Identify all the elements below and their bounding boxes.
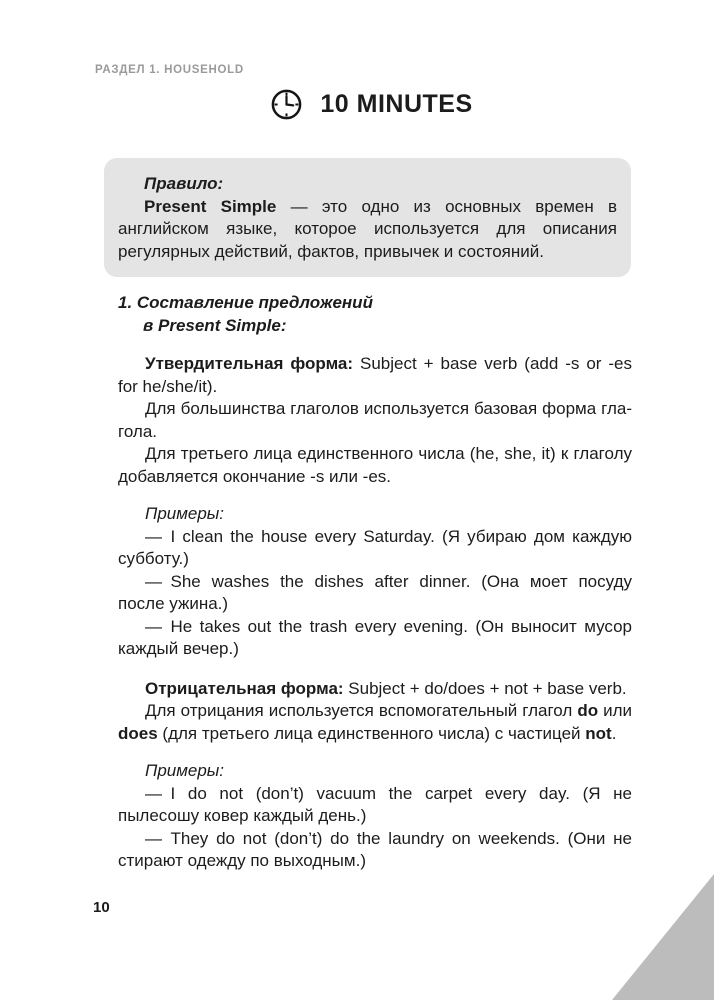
running-head-section-label: РАЗДЕЛ 1. HOUSEHOLD bbox=[95, 64, 244, 76]
negative-paragraph-seg1: Для отрицания используется вспомогательный глагол bbox=[145, 701, 578, 720]
negative-paragraph-seg2: или bbox=[598, 701, 632, 720]
rule-box-body bbox=[118, 196, 617, 264]
rule-box-term: Present Simple bbox=[144, 196, 277, 216]
negative-paragraph-seg3: (для третьего лица единственного числа) с частицей bbox=[157, 723, 586, 743]
negative-examples-label: Примеры: bbox=[145, 761, 225, 780]
negative-form-definition bbox=[118, 678, 632, 701]
affirmative-paragraph-1: Для большинства глаголов используется базовая форма глагола. bbox=[118, 399, 632, 441]
rule-box bbox=[104, 158, 631, 277]
affirmative-example-3: — He takes out the trash every evening. (Он выносит мусор каждый вечер.) bbox=[118, 616, 632, 658]
affirmative-paragraph-2: Для третьего лица единственного числа (he, she, it) к глаголу добавляется окончание -s или -es. bbox=[118, 444, 632, 486]
section-heading-line2: в Present Simple: bbox=[143, 315, 287, 335]
negative-example-2: — They do not (don’t) do the laundry on weekends. (Они не стирают одежду по выходным.) bbox=[118, 828, 632, 870]
rule-box-text: — это одно из основных времен в английском языке, которое используется для описания регулярных действий, фактов, привычек и состояний. bbox=[118, 196, 618, 261]
affirmative-example-1: — I clean the house every Saturday. (Я убираю дом каждую субботу.) bbox=[118, 526, 632, 568]
page-number: 10 bbox=[93, 899, 110, 916]
affirmative-form-label: Утвердительная форма: bbox=[145, 354, 354, 373]
corner-triangle-decoration bbox=[612, 874, 714, 1000]
chapter-title-row bbox=[14, 87, 714, 122]
section-heading bbox=[118, 292, 632, 337]
affirmative-form-formula: Subject + base verb (add -s or -es for he/she/it). bbox=[118, 354, 632, 396]
section-heading-line1: 1. Составление предложений bbox=[118, 293, 373, 312]
clock-icon bbox=[269, 87, 304, 122]
negative-example-1: — I do not (don’t) vacuum the carpet every day. (Я не пылесошу ковер каждый день.) bbox=[118, 783, 632, 825]
negative-paragraph-does: does bbox=[118, 723, 158, 743]
negative-form-formula: Subject + do/does + not + base verb. bbox=[343, 678, 627, 698]
affirmative-form-definition bbox=[118, 353, 632, 398]
negative-paragraph-seg4: . bbox=[611, 723, 617, 743]
negative-paragraph-not: not bbox=[585, 723, 612, 743]
page-content bbox=[118, 292, 632, 873]
negative-form-label: Отрицательная форма: bbox=[145, 678, 344, 698]
rule-box-label: Правило: bbox=[144, 174, 224, 193]
chapter-title-text: 10 MINUTES bbox=[320, 90, 473, 118]
negative-paragraph-do: do bbox=[577, 701, 599, 720]
negative-paragraph bbox=[118, 700, 632, 745]
affirmative-example-2: — She washes the dishes after dinner. (Она моет посуду после ужина.) bbox=[118, 571, 632, 613]
affirmative-examples-label: Примеры: bbox=[145, 504, 225, 523]
